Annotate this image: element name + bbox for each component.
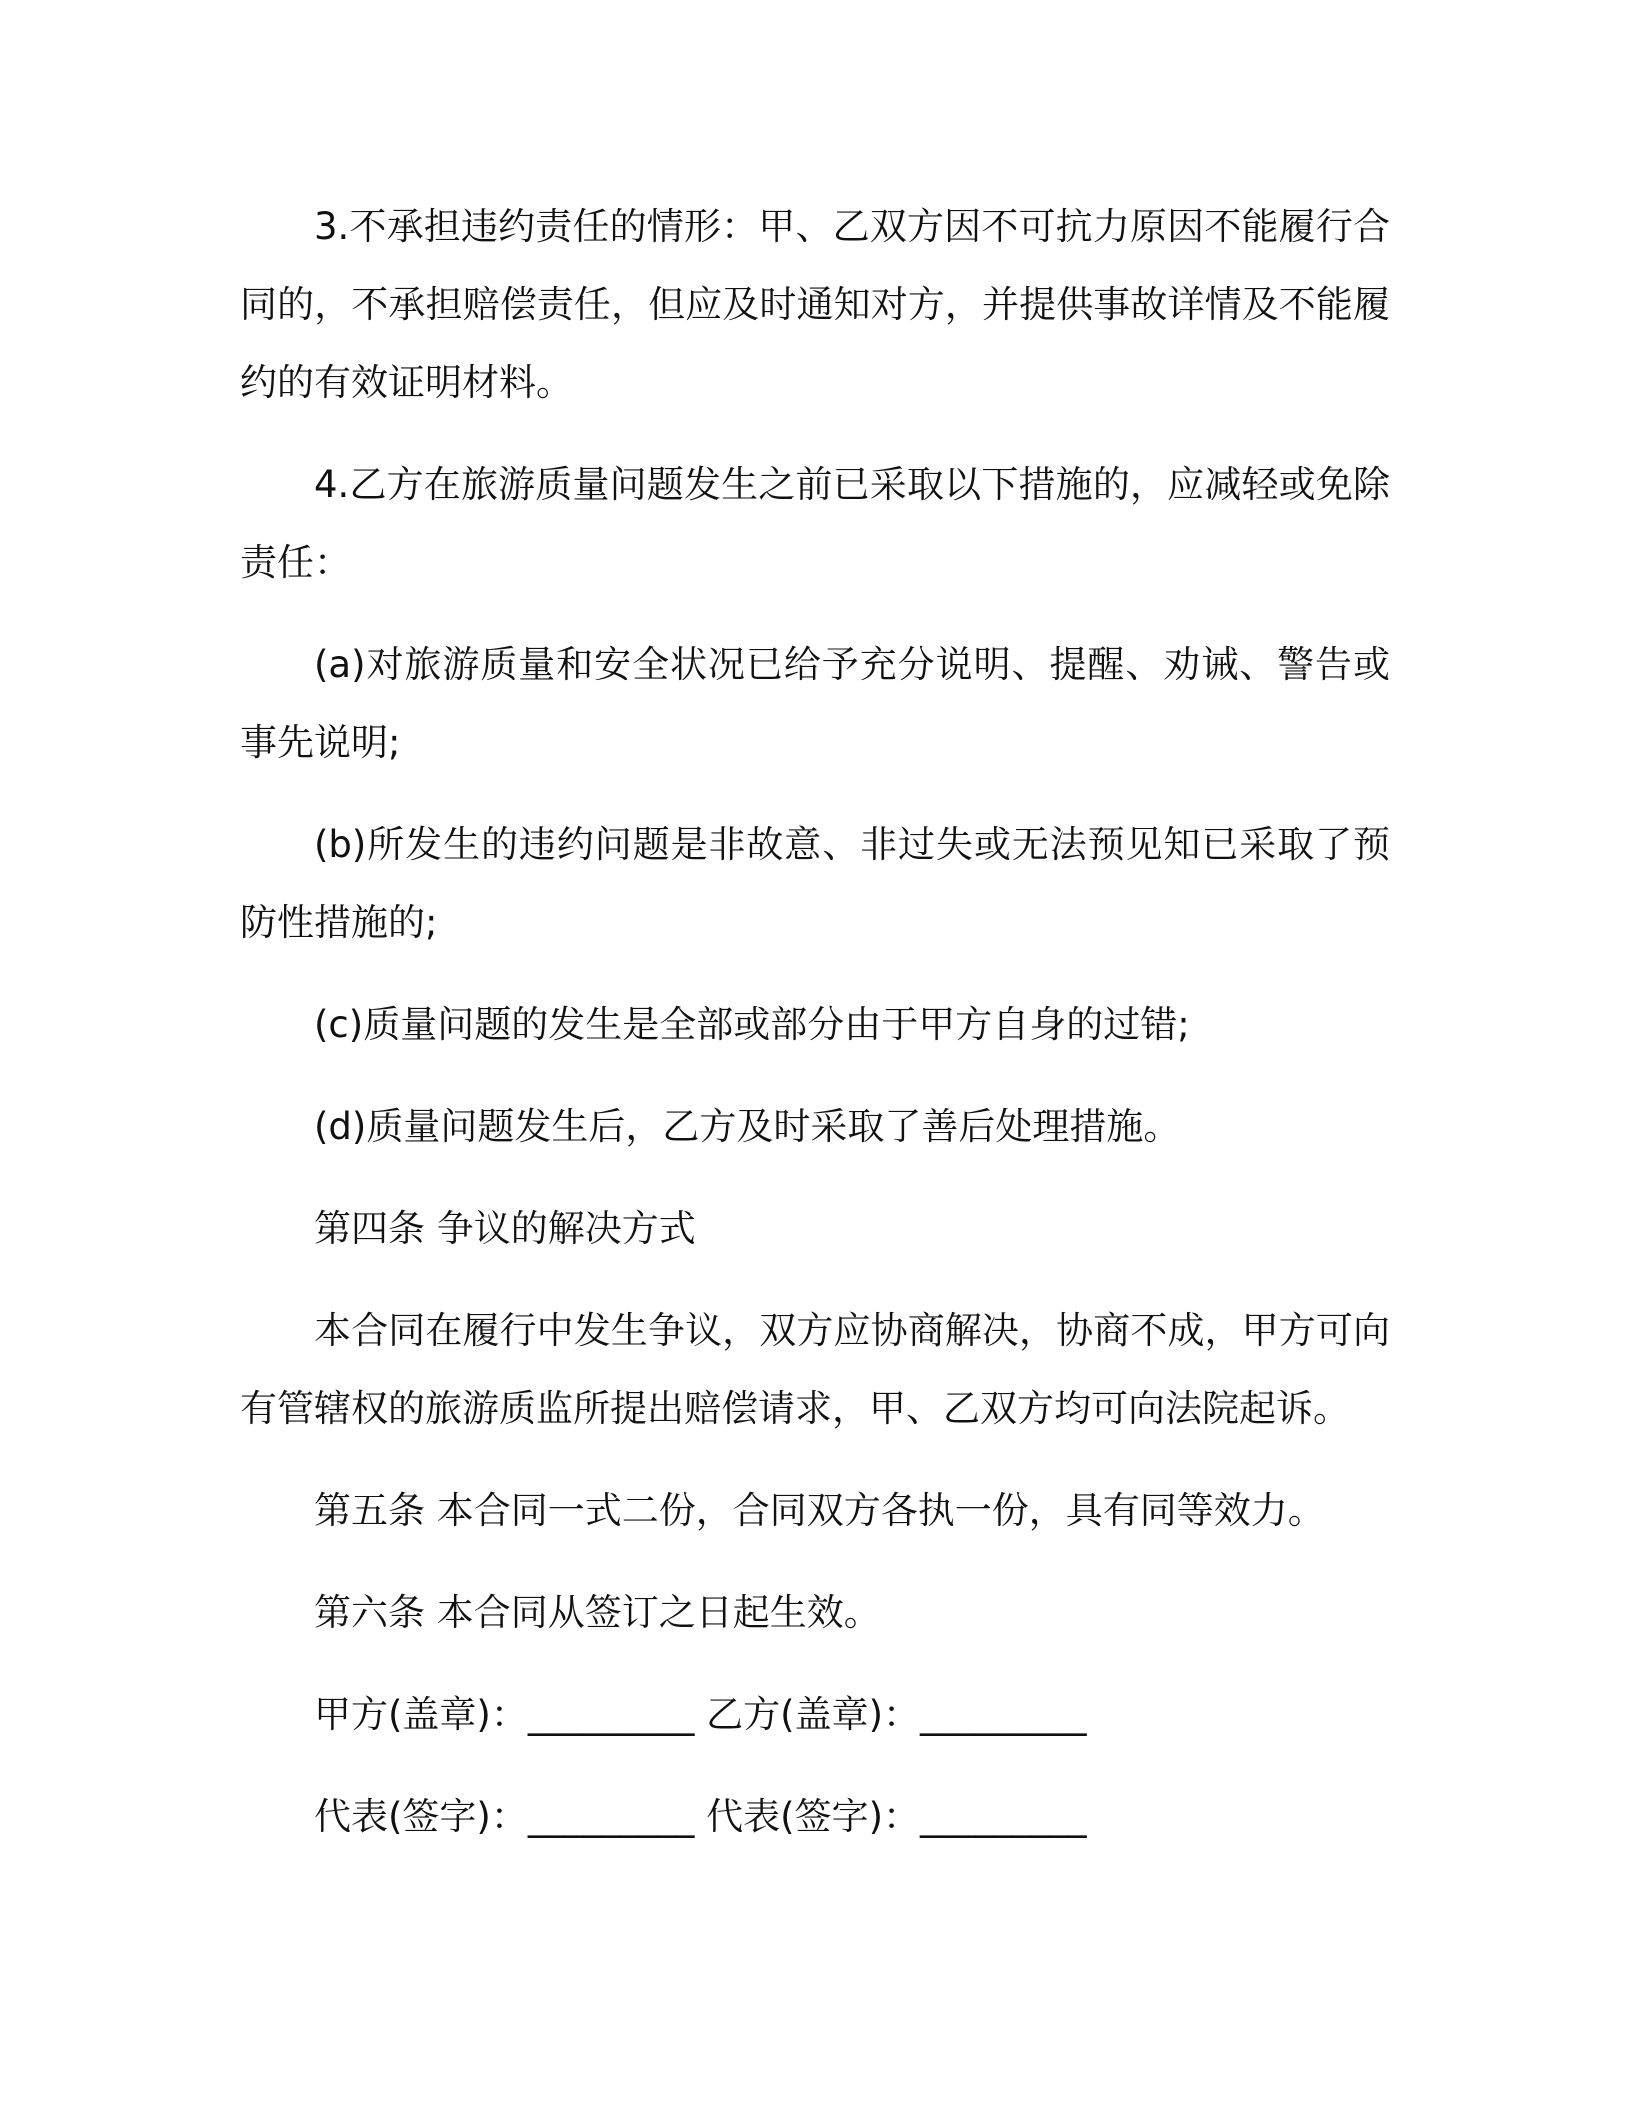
clause-force-majeure: 3.不承担违约责任的情形：甲、乙双方因不可抗力原因不能履行合同的，不承担赔偿责任，但应及时通知对方，并提供事故详情及不能履约的有效证明材料。 [240,205,1390,404]
article-five: 第五条 本合同一式二份，合同双方各执一份，具有同等效力。 [314,1489,1325,1532]
measure-a: (a)对旅游质量和安全状况已给予充分说明、提醒、劝诫、警告或事先说明; [240,643,1390,764]
article-four-heading: 第四条 争议的解决方式 [314,1207,696,1250]
signature-line: 代表(签字)：_________ 代表(签字)：_________ [314,1795,1087,1838]
article-six: 第六条 本合同从签订之日起生效。 [314,1591,881,1634]
measure-c: (c)质量问题的发生是全部或部分由于甲方自身的过错; [314,1003,1190,1046]
seal-line: 甲方(盖章)：_________ 乙方(盖章)：_________ [314,1693,1087,1736]
measure-b: (b)所发生的违约问题是非故意、非过失或无法预见知已采取了预防性措施的; [240,823,1390,944]
measure-d: (d)质量问题发生后，乙方及时采取了善后处理措施。 [314,1105,1181,1148]
document-body [240,188,1390,1880]
clause-liability-reduction: 4.乙方在旅游质量问题发生之前已采取以下措施的，应减轻或免除责任： [240,463,1390,584]
article-four-body: 本合同在履行中发生争议，双方应协商解决，协商不成，甲方可向有管辖权的旅游质监所提出赔偿请求，甲、乙双方均可向法院起诉。 [240,1309,1390,1430]
